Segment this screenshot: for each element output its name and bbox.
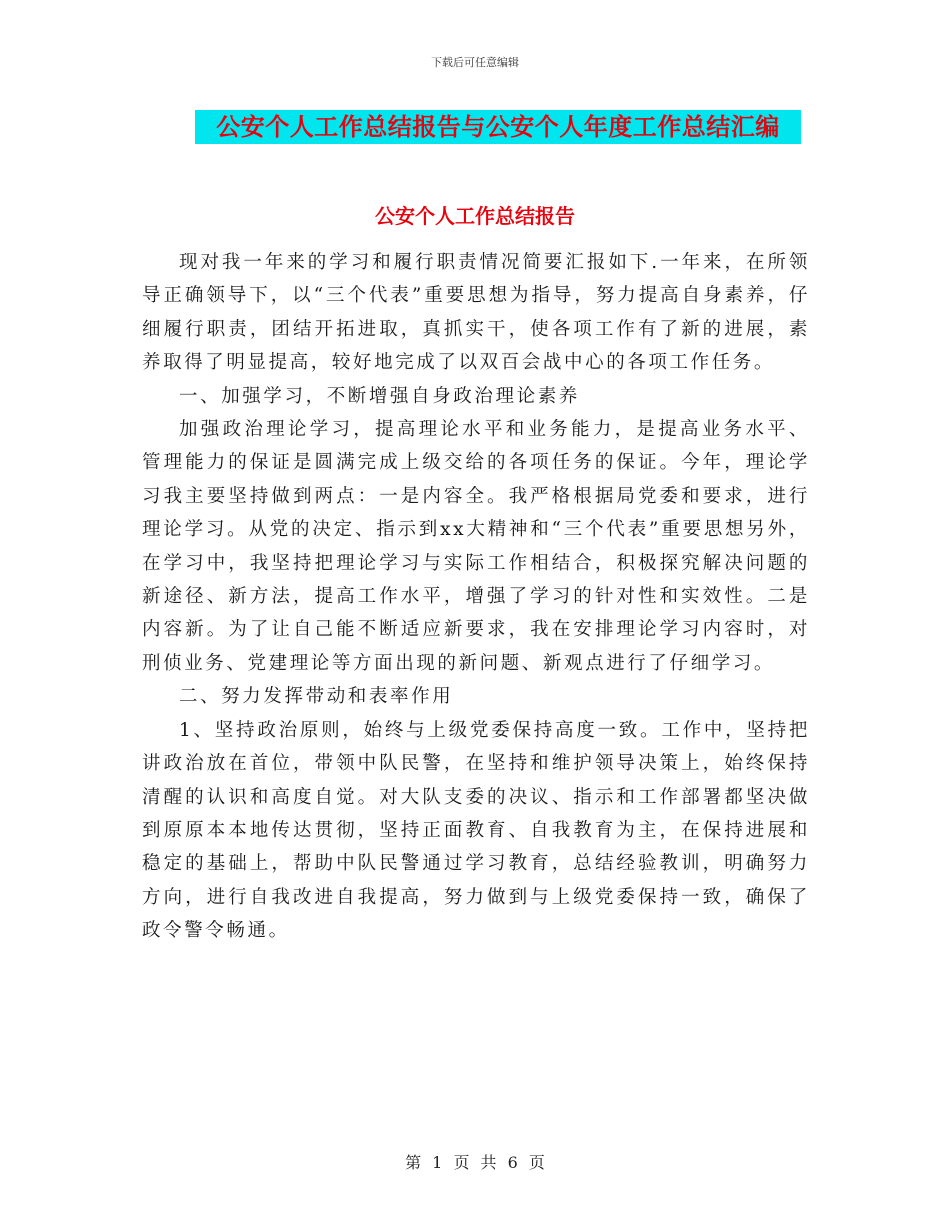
paragraph: 1、坚持政治原则，始终与上级党委保持高度一致。工作中，坚持把讲政治放在首位，带领中队民警，在坚持和维护领导决策上，始终保持清醒的认识和高度自觉。对大队支委的决议、指示和工作部署都坚决做到原原本本地传达贯彻，坚持正面教育、自我教育为主，在保持进展和稳定的基础上，帮助中队民警通过学习教育，总结经验教训，明确努力方向，进行自我改进自我提高，努力做到与上级党委保持一致，确保了政令警令畅通。 bbox=[142, 719, 810, 942]
header-note: 下载后可任意编辑 bbox=[431, 56, 519, 69]
paragraph: 现对我一年来的学习和履行职责情况简要汇报如下.一年来，在所领导正确领导下，以“三个代表”重要思想为指导，努力提高自身素养，仔细履行职责，团结开拓进取，真抓实干，使各项工作有了新的进展，素养取得了明显提高，较好地完成了以双百会战中心的各项工作任务。 bbox=[142, 252, 810, 374]
paragraph: 二、努力发挥带动和表率作用 bbox=[179, 686, 454, 708]
document-title: 公安个人工作总结报告与公安个人年度工作总结汇编 bbox=[195, 110, 801, 144]
page-footer: 第 1 页 共 6 页 bbox=[405, 1153, 545, 1172]
paragraph: 加强政治理论学习，提高理论水平和业务能力，是提高业务水平、管理能力的保证是圆满完成上级交给的各项任务的保证。今年，理论学习我主要坚持做到两点：一是内容全。我严格根据局党委和要求，进行理论学习。从党的决定、指示到xx大精神和“三个代表”重要思想另外，在学习中，我坚持把理论学习与实际工作相结合，积极探究解决问题的新途径、新方法，提高工作水平，增强了学习的针对性和实效性。二是内容新。为了让自己能不断适应新要求，我在安排理论学习内容时，对刑侦业务、党建理论等方面出现的新问题、新观点进行了仔细学习。 bbox=[142, 419, 810, 674]
document-body bbox=[142, 246, 810, 948]
paragraph: 一、加强学习，不断增强自身政治理论素养 bbox=[179, 385, 580, 407]
section-title: 公安个人工作总结报告 bbox=[375, 204, 575, 228]
